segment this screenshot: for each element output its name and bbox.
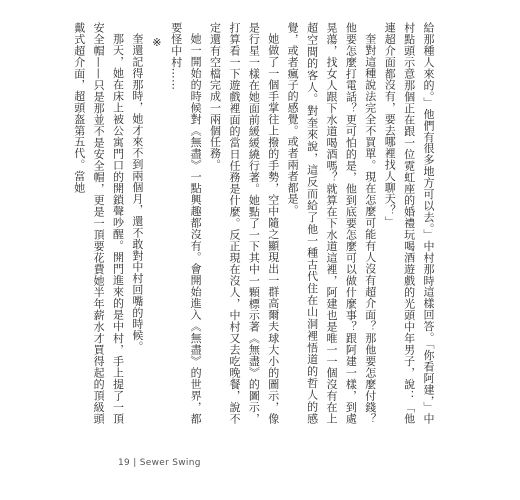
paragraph-6: 那天，她在床上被公寓門口的開鎖聲吵醒。開門進來的是中村，手上提了一頂安全帽——只是那並不是安全帽，更是一頂要花費她半年薪水才買得起的頂級頭戴式超介面，超頭盔第五代。當她 xyxy=(72,22,125,424)
paragraph-4: 她一開始的時候對《無盡》一點興趣都沒有。會開始進入《無盡》的世界，都要怪中村…… xyxy=(169,22,203,424)
section-separator: ※ xyxy=(150,36,164,50)
paragraph-1: 給那種人來的。」他們有很多地方可以去。」中村那時這樣回答。「你看阿建，」中村點頭示意那個正在跟一位霓虹座的婚禮玩喝酒遊戲的光頭中年男子，說：「他連超介面都沒有，要去哪裡找人聊天？」 xyxy=(383,22,435,424)
paragraph-2: 奎對這種說法完全不買單。現在怎麼可能有人沒有超介面？那他要怎麼付錢？他要怎麼打電話？更可怕的是，他到底要怎麼可以做什麼事？跟阿建一樣，到處晃蕩，找女人跟下水道喝酒嗎？就算在下水道這裡，阿建也是唯一一個沒有在上超空間的客人。對奎來說，這反而給了他一種古代住在山洞裡悟道的哲人的感覺，或者瘋子的感覺。或者兩者都是。 xyxy=(286,22,377,424)
paragraph-5: 奎還記得那時，她才來不到兩個月，還不敢對中村回嘴的時候。 xyxy=(130,33,144,353)
vertical-text-block xyxy=(69,22,438,424)
book-title: Sewer Swing xyxy=(139,458,201,468)
page-number: 19 xyxy=(118,458,131,468)
page-footer xyxy=(118,458,201,468)
footer-divider: | xyxy=(133,458,137,468)
paragraph-3: 她做了一個手掌往上撥的手勢，空中隨之顯現出一群高爾夫球大小的圖示，像是行星一樣在她面前緩緩繞行著。她點了一下其中一顆標示著《無盡》的圖示，打算看一下遊戲裡面的當日任務是什麼。反正現在沒人，中村又去吃晚餐，說不定還有空檔完成一兩個任務。 xyxy=(208,22,280,424)
